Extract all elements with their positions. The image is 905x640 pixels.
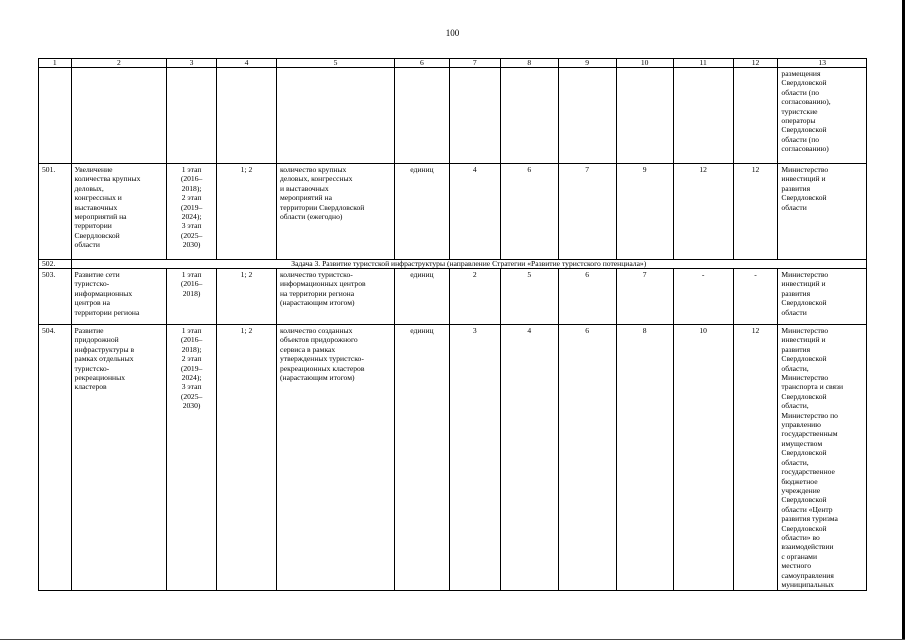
col-header-8: 8 [500,59,558,68]
value-cell: 10 [673,325,733,591]
col-header-1: 1 [39,59,72,68]
table-row-502 [39,260,867,269]
stage-cell: 1 этап (2016– 2018) [167,269,217,325]
responsible-cell: Министерство инвестиций и развития Свердловской области [778,164,867,260]
value-cell: 5 [500,269,558,325]
value-cell: 6 [558,269,616,325]
col-header-9: 9 [558,59,616,68]
value-cell: 3 [449,325,500,591]
stage-cell: 1 этап (2016– 2018); 2 этап (2019– 2024); 3 этап (2025– 2030) [167,325,217,591]
value-cell: 6 [558,325,616,591]
indicator-cell: количество крупных деловых, конгрессных и выставочных мероприятий на территории Свердловской области (ежегодно) [276,164,394,260]
task-heading: Задача 3. Развитие туристской инфраструктуры (направление Стратегии «Развитие туристского потенциала») [71,260,866,269]
col-header-6: 6 [394,59,449,68]
goal-cell: 1; 2 [216,325,276,591]
activity-cell: Развитие придорожной инфраструктуры в рамках отдельных туристско- рекреационных кластеров [71,325,167,591]
value-cell: 6 [500,164,558,260]
col-header-12: 12 [733,59,778,68]
activity-cell: Увеличение количества крупных деловых, конгрессных и выставочных мероприятий на территории Свердловской области [71,164,167,260]
value-cell: 7 [558,164,616,260]
table-row-503 [39,269,867,325]
col-header-4: 4 [216,59,276,68]
table-row-504 [39,325,867,591]
col-header-11: 11 [673,59,733,68]
responsible-cell: Министерство инвестиций и развития Свердловской области [778,269,867,325]
stage-cell: 1 этап (2016– 2018); 2 этап (2019– 2024); 3 этап (2025– 2030) [167,164,217,260]
row-number: 502. [39,260,72,269]
value-cell: 12 [733,164,778,260]
value-cell: 4 [500,325,558,591]
table-row-continuation [39,68,867,164]
value-cell: 12 [673,164,733,260]
row-number: 503. [39,269,72,325]
activity-cell: Развитие сети туристско- информационных центров на территории региона [71,269,167,325]
column-number-row [39,59,867,68]
unit-cell: единиц [394,325,449,591]
plan-table [38,58,867,591]
col-header-13: 13 [778,59,867,68]
value-cell: 2 [449,269,500,325]
responsible-cell: размещения Свердловской области (по согласованию), туристские операторы Свердловской области (по согласованию) [778,68,867,164]
unit-cell: единиц [394,269,449,325]
value-cell: - [733,269,778,325]
col-header-3: 3 [167,59,217,68]
page-number: 100 [445,28,460,38]
value-cell: 9 [616,164,673,260]
value-cell: 12 [733,325,778,591]
col-header-10: 10 [616,59,673,68]
value-cell: 4 [449,164,500,260]
value-cell: 7 [616,269,673,325]
unit-cell: единиц [394,164,449,260]
table-row-501 [39,164,867,260]
row-number: 501. [39,164,72,260]
indicator-cell: количество созданных объектов придорожного сервиса в рамках утвержденных туристско- рекреационных кластеров (нарастающим итогом) [276,325,394,591]
value-cell: - [673,269,733,325]
responsible-cell: Министерство инвестиций и развития Свердловской области, Министерство транспорта и связи Свердловской области, Министерство по управлению государственным имуществом Свердловской области, государственное бюджетное учреждение Свердловской области «Центр развития туризма Свердловской области» во взаимодействии с органами местного самоуправления муниципальных [778,325,867,591]
row-number: 504. [39,325,72,591]
col-header-7: 7 [449,59,500,68]
indicator-cell: количество туристско- информационных центров на территории региона (нарастающим итогом) [276,269,394,325]
col-header-2: 2 [71,59,167,68]
value-cell: 8 [616,325,673,591]
col-header-5: 5 [276,59,394,68]
goal-cell: 1; 2 [216,164,276,260]
goal-cell: 1; 2 [216,269,276,325]
